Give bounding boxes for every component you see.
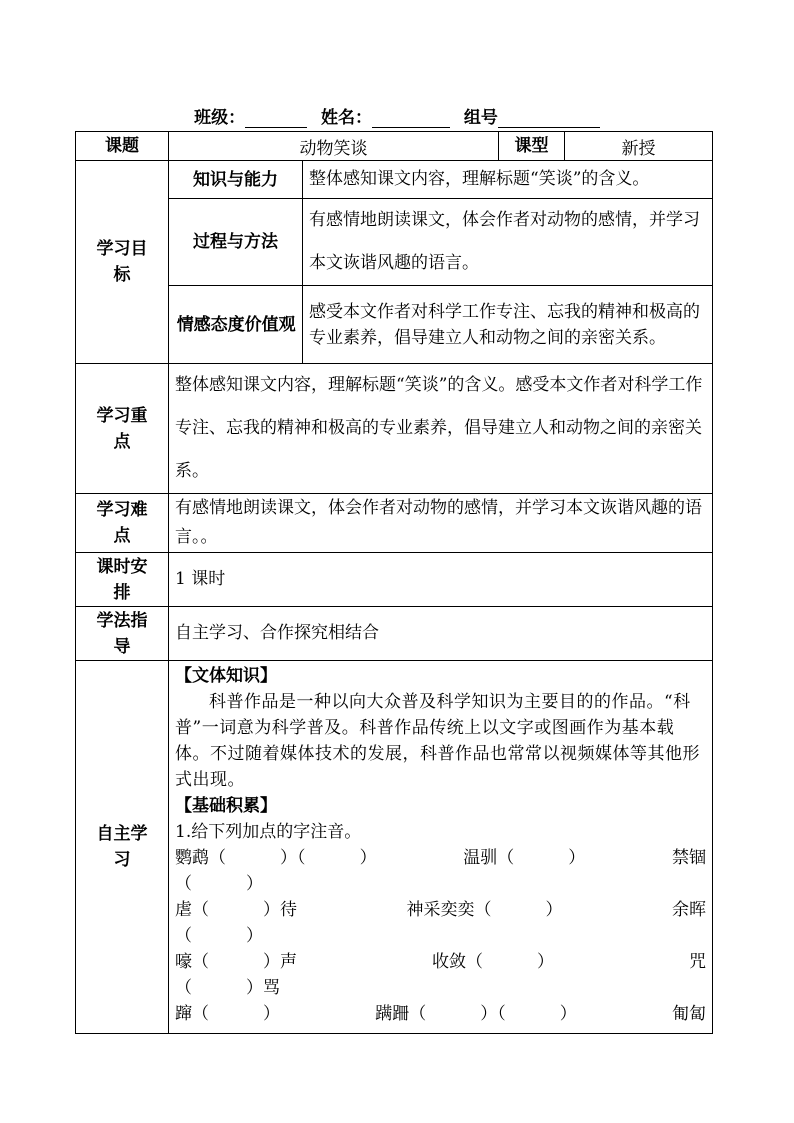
pinyin-item[interactable]: 嚎（ ）声 [175,952,298,972]
pinyin-item[interactable]: 鹦鹉（ ）（ ） [175,848,377,868]
method-label: 学法指导 [76,607,169,661]
goal-process-text: 有感情地朗读课文，体会作者对动物的感情，并学习本文诙谐风趣的语言。 [303,199,713,286]
schedule-label: 课时安排 [76,553,169,607]
pinyin-item[interactable]: 收敛（ ） [432,952,555,972]
goal-knowledge-text: 整体感知课文内容，理解标题“笑谈”的含义。 [303,161,713,199]
goal-process-label: 过程与方法 [169,199,303,286]
topic-row [76,132,713,161]
pinyin-line-2[interactable]: （ ） [175,874,264,894]
goal-row-process [76,199,713,286]
goal-knowledge-label: 知识与能力 [169,161,303,199]
question-1: 1.给下列加点的字注音。 [175,822,362,842]
method-row [76,607,713,661]
pinyin-line-4[interactable]: （ ） [175,926,264,946]
self-study-content [169,661,713,1034]
type-label: 课型 [499,132,565,161]
group-blank[interactable] [498,109,600,128]
pinyin-item[interactable]: 神采奕奕（ ） [406,900,563,920]
pinyin-item[interactable]: 虐（ ）待 [175,900,298,920]
schedule-text: 1 课时 [169,553,713,607]
pinyin-item[interactable]: 匍匐 [672,1004,706,1024]
group-label: 组号 [463,108,498,128]
name-label: 姓名： [321,108,372,128]
lesson-plan-table [75,131,713,1034]
self-study-label: 自主学习 [76,661,169,1034]
type-value: 新授 [565,132,713,161]
goal-row-emotion [76,286,713,364]
basics-heading: 【基础积累】 [175,796,277,816]
pinyin-item[interactable]: 蹒跚（ ）（ ） [375,1004,577,1024]
pinyin-line-7 [175,1001,706,1027]
pinyin-item[interactable]: 温驯（ ） [463,848,586,868]
topic-label: 课题 [76,132,169,161]
pinyin-line-6[interactable]: （ ）骂 [175,978,281,998]
pinyin-line-5 [175,949,706,975]
difficulties-label: 学习难点 [76,494,169,553]
goal-emotion-label: 情感态度价值观 [169,286,303,364]
goals-label: 学习目标 [76,161,169,364]
goal-emotion-text: 感受本文作者对科学工作专注、忘我的精神和极高的专业素养，倡导建立人和动物之间的亲密关系。 [303,286,713,364]
student-info-header [0,103,794,128]
difficulties-row [76,494,713,553]
difficulties-text: 有感情地朗读课文，体会作者对动物的感情，并学习本文诙谐风趣的语言。。 [169,494,713,553]
topic-value: 动物笑谈 [169,132,499,161]
pinyin-item[interactable]: 余晖 [672,900,706,920]
pinyin-item[interactable]: 咒 [689,952,706,972]
pinyin-line-3 [175,897,706,923]
goal-row-knowledge [76,161,713,199]
key-points-label: 学习重点 [76,364,169,494]
pinyin-line-1 [175,845,706,871]
key-points-row [76,364,713,494]
genre-heading: 【文体知识】 [175,666,277,686]
class-blank[interactable] [245,109,307,128]
schedule-row [76,553,713,607]
genre-text: 科普作品是一种以向大众普及科学知识为主要目的的作品。“科普”一词意为科学普及。科普作品传统上以文字或图画作为基本载体。不过随着媒体技术的发展，科普作品也常常以视频媒体等其他形式出现。 [175,692,700,790]
pinyin-item[interactable]: 蹿（ ） [175,1004,281,1024]
self-study-row [76,661,713,1034]
key-points-text: 整体感知课文内容，理解标题“笑谈”的含义。感受本文作者对科学工作专注、忘我的精神和极高的专业素养，倡导建立人和动物之间的亲密关系。 [169,364,713,494]
class-label: 班级： [194,108,246,128]
name-blank[interactable] [372,109,450,128]
method-text: 自主学习、合作探究相结合 [169,607,713,661]
pinyin-item[interactable]: 禁锢 [672,848,706,868]
